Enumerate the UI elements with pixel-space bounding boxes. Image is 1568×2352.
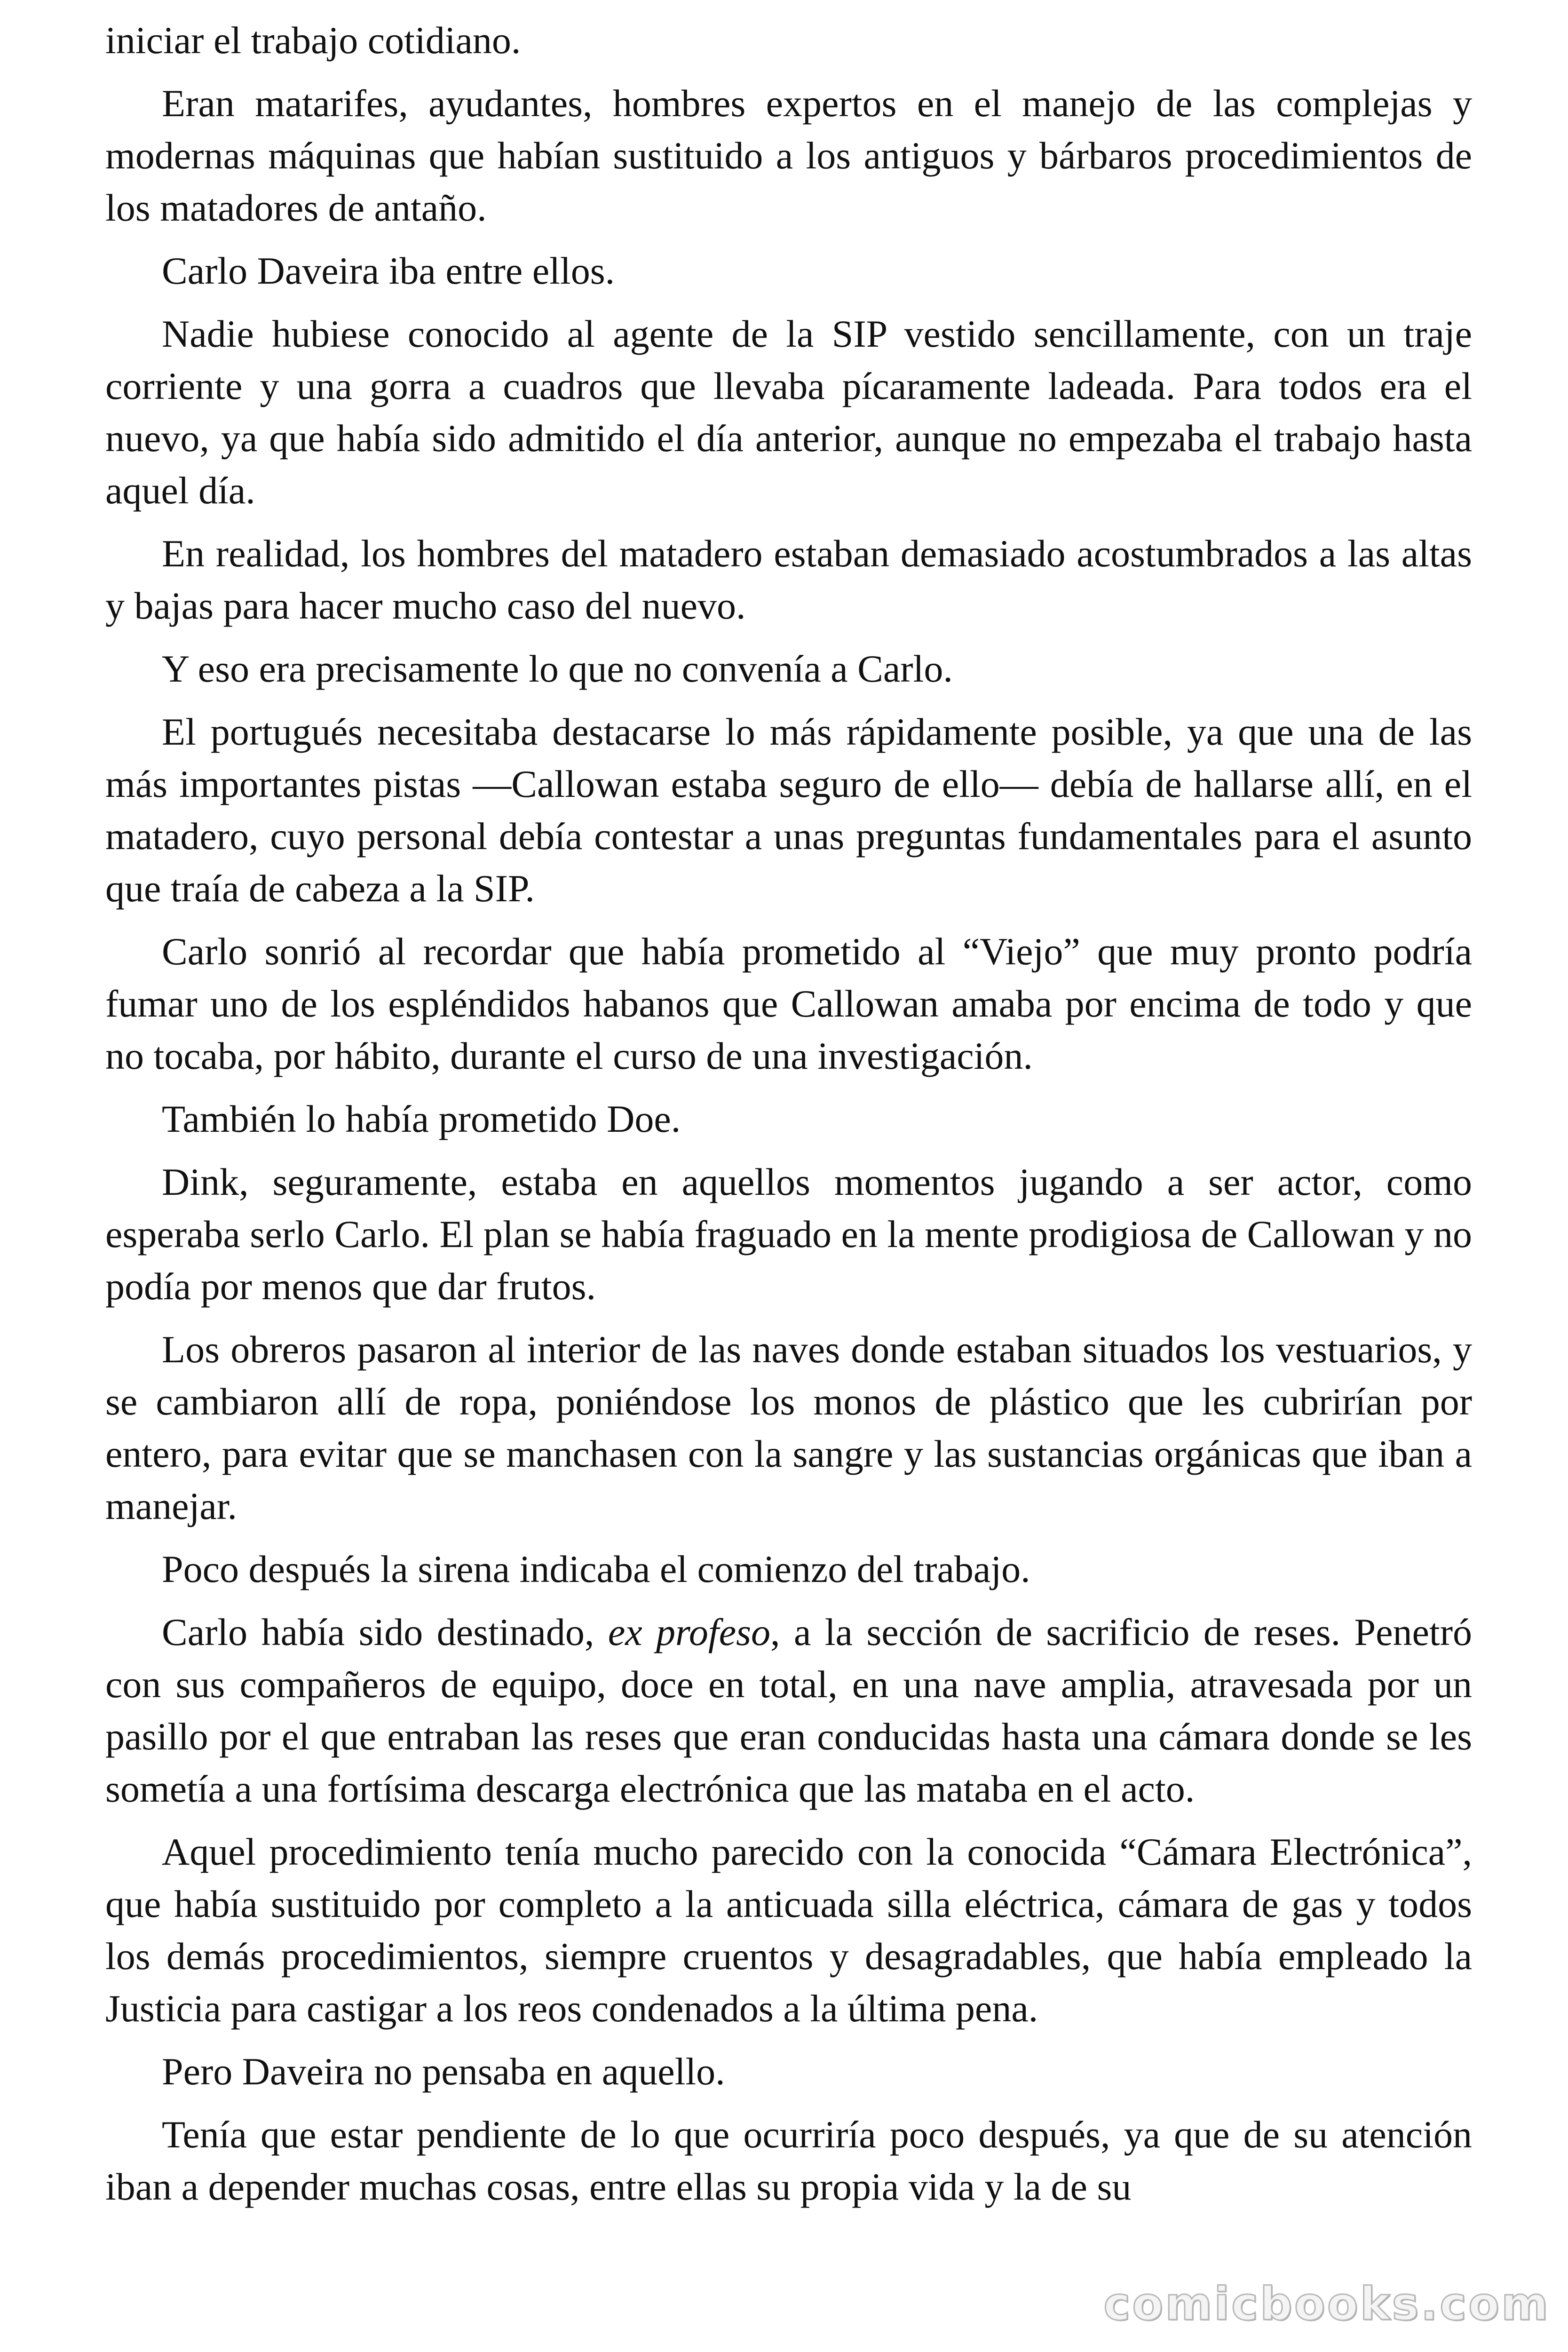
paragraph-2: Carlo Daveira iba entre ellos. xyxy=(162,249,615,292)
site-watermark: comicbooks.com xyxy=(1103,2278,1550,2330)
paragraph-12-rest: , a la sección de sacrificio de reses. Penetró con sus compañeros de equipo, doce en total, en una nave amplia, atravesada por un pasillo por el que entraban las reses que eran conducidas hasta una cámara donde se les sometía a una fortísima descarga electrónica que las mataba en el acto. xyxy=(105,1611,1472,1810)
paragraph-0: iniciar el trabajo cotidiano. xyxy=(105,19,521,62)
paragraph-12-italic: ex profeso xyxy=(608,1611,771,1653)
paragraph-11: Poco después la sirena indicaba el comienzo del trabajo. xyxy=(162,1548,1030,1590)
paragraph-10: Los obreros pasaron al interior de las naves donde estaban situados los vestuarios, y se cambiaron allí de ropa, poniéndose los monos de plástico que les cubrirían por entero, para evitar que se manchasen con la sangre y las sustancias orgánicas que iban a manejar. xyxy=(105,1328,1472,1527)
paragraph-8: También lo había prometido Doe. xyxy=(162,1097,681,1140)
paragraph-7: Carlo sonrió al recordar que había prometido al “Viejo” que muy pronto podría fumar uno de los espléndidos habanos que Callowan amaba por encima de todo y que no tocaba, por hábito, durante el curso de una investigación. xyxy=(105,930,1472,1077)
paragraph-4: En realidad, los hombres del matadero estaban demasiado acostumbrados a las altas y bajas para hacer mucho caso del nuevo. xyxy=(105,532,1472,627)
paragraph-3: Nadie hubiese conocido al agente de la SIP vestido sencillamente, con un traje corriente y una gorra a cuadros que llevaba pícaramente ladeada. Para todos era el nuevo, ya que había sido admitido el día anterior, aunque no empezaba el trabajo hasta aquel día. xyxy=(105,312,1472,512)
paragraph-14: Pero Daveira no pensaba en aquello. xyxy=(162,2050,725,2093)
paragraph-5: Y eso era precisamente lo que no convenía a Carlo. xyxy=(162,647,953,690)
paragraph-6: El portugués necesitaba destacarse lo más rápidamente posible, ya que una de las más importantes pistas —Callowan estaba seguro de ello— debía de hallarse allí, en el matadero, cuyo personal debía contestar a unas preguntas fundamentales para el asunto que traía de cabeza a la SIP. xyxy=(105,710,1472,910)
paragraph-9: Dink, seguramente, estaba en aquellos momentos jugando a ser actor, como esperaba serlo Carlo. El plan se había fraguado en la mente prodigiosa de Callowan y no podía por menos que dar frutos. xyxy=(105,1160,1472,1308)
paragraph-1: Eran matarifes, ayudantes, hombres expertos en el manejo de las complejas y modernas máquinas que habían sustituido a los antiguos y bárbaros procedimientos de los matadores de antaño. xyxy=(105,82,1472,229)
paragraph-12 xyxy=(105,1606,1472,1815)
paragraph-12-lead: Carlo había sido destinado, xyxy=(162,1611,608,1653)
paragraph-13: Aquel procedimiento tenía mucho parecido con la conocida “Cámara Electrónica”, que había sustituido por completo a la anticuada silla eléctrica, cámara de gas y todos los demás procedimientos, siempre cruentos y desagradables, que había empleado la Justicia para castigar a los reos condenados a la última pena. xyxy=(105,1830,1472,2030)
book-page xyxy=(105,14,1472,2347)
paragraph-15: Tenía que estar pendiente de lo que ocurriría poco después, ya que de su atención iban a depender muchas cosas, entre ellas su propia vida y la de su xyxy=(105,2113,1472,2208)
